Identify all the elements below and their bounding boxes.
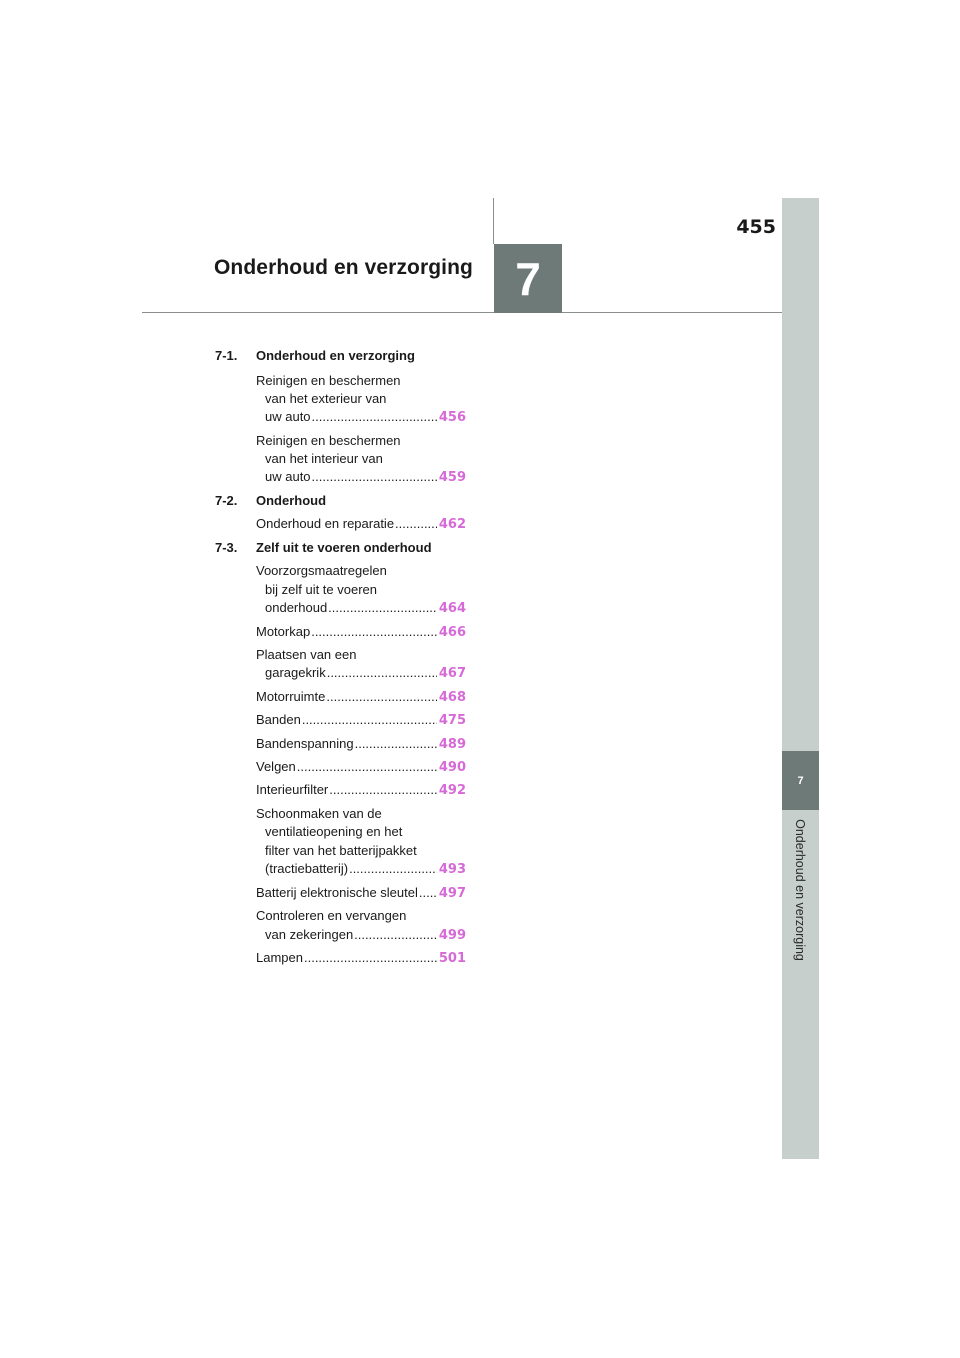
section-number: 7-2.	[215, 493, 238, 508]
toc-entry-banden[interactable]	[256, 712, 466, 728]
toc-entry-line: van het exterieur van	[265, 391, 387, 406]
toc-entry-line: Motorruimte	[256, 689, 326, 704]
toc-entry-line: Reinigen en beschermen	[256, 433, 401, 448]
toc-entry-line: Velgen	[256, 759, 296, 774]
toc-entry-zekeringen[interactable]	[265, 927, 466, 943]
dot-leader	[302, 712, 437, 727]
chapter-number-box: 7	[494, 244, 562, 313]
side-tab-chapter-marker[interactable]: 7	[782, 751, 819, 810]
toc-entry-motorkap[interactable]	[256, 624, 466, 640]
vertical-rule	[493, 198, 494, 244]
section-title: Onderhoud	[256, 493, 327, 508]
section-title: Onderhoud en verzorging	[256, 348, 415, 363]
page-link[interactable]: 501	[438, 951, 466, 966]
toc-entry-line: Onderhoud en reparatie	[256, 516, 395, 531]
section-number: 7-3.	[215, 540, 238, 555]
toc-entry-line: Batterij elektronische sleutel	[256, 885, 418, 900]
toc-entry-line: onderhoud	[265, 600, 328, 615]
toc-entry-line: Interieurfilter	[256, 782, 329, 797]
toc-section-7-1[interactable]	[215, 348, 415, 363]
dot-leader	[329, 782, 437, 797]
toc-entry-line: Lampen	[256, 950, 303, 965]
page-link[interactable]: 493	[438, 862, 466, 877]
page-link[interactable]: 464	[438, 601, 466, 616]
page-link[interactable]: 489	[438, 737, 466, 752]
dot-leader	[354, 927, 437, 942]
toc-entry-exterieur[interactable]	[265, 409, 466, 425]
toc-entry-onderhoud-reparatie[interactable]	[256, 516, 466, 532]
toc-entry-line: van het interieur van	[265, 451, 383, 466]
chapter-title: Onderhoud en verzorging	[214, 256, 473, 279]
dot-leader	[395, 516, 437, 531]
toc-entry-line: Reinigen en beschermen	[256, 373, 401, 388]
page-link[interactable]: 499	[438, 928, 466, 943]
toc-entry-line: Bandenspanning	[256, 736, 354, 751]
dot-leader	[355, 736, 437, 751]
page-link[interactable]: 466	[438, 625, 466, 640]
dot-leader	[312, 469, 437, 484]
dot-leader	[311, 624, 437, 639]
toc-section-7-2[interactable]	[215, 493, 326, 508]
toc-entry-velgen[interactable]	[256, 759, 466, 775]
toc-entry-line: uw auto	[265, 409, 311, 424]
toc-entry-interieur[interactable]	[265, 469, 466, 485]
page-link[interactable]: 497	[438, 886, 466, 901]
page-link[interactable]: 490	[438, 760, 466, 775]
toc-entry-line: ventilatieopening en het	[265, 824, 403, 839]
toc-entry-batterij-sleutel[interactable]	[256, 885, 466, 901]
page-link[interactable]: 467	[438, 666, 466, 681]
toc-entry-line: Schoonmaken van de	[256, 806, 382, 821]
toc-entry-bandenspanning[interactable]	[256, 736, 466, 752]
dot-leader	[326, 689, 437, 704]
page-link[interactable]: 462	[438, 517, 466, 532]
page-link[interactable]: 459	[438, 470, 466, 485]
dot-leader	[327, 665, 437, 680]
dot-leader	[349, 861, 437, 876]
toc-entry-line: Banden	[256, 712, 301, 727]
toc-entry-interieurfilter[interactable]	[256, 782, 466, 798]
section-title: Zelf uit te voeren onderhoud	[256, 540, 432, 555]
page-link[interactable]: 492	[438, 783, 466, 798]
toc-entry-line: bij zelf uit te voeren	[265, 582, 378, 597]
toc-entry-motorruimte[interactable]	[256, 689, 466, 705]
dot-leader	[328, 600, 437, 615]
page-link[interactable]: 475	[438, 713, 466, 728]
toc-entry-garagekrik[interactable]	[265, 665, 466, 681]
toc-entry-line: uw auto	[265, 469, 311, 484]
toc-entry-line: garagekrik	[265, 665, 326, 680]
toc-entry-voorzorgsmaatregelen[interactable]	[265, 600, 466, 616]
toc-entry-line: Plaatsen van een	[256, 647, 357, 662]
toc-entry-line: Voorzorgsmaatregelen	[256, 563, 387, 578]
toc-entry-line: (tractiebatterij)	[265, 861, 349, 876]
toc-section-7-3[interactable]	[215, 540, 432, 555]
toc-entry-ventilatieopening[interactable]	[265, 861, 466, 877]
side-tab	[782, 198, 819, 1159]
toc-entry-lampen[interactable]	[256, 950, 466, 966]
header-rule	[142, 312, 783, 313]
dot-leader	[304, 950, 437, 965]
dot-leader	[297, 759, 437, 774]
side-tab-label: Onderhoud en verzorging	[793, 819, 807, 961]
toc-entry-line: filter van het batterijpakket	[265, 843, 417, 858]
dot-leader	[419, 885, 437, 900]
section-number: 7-1.	[215, 348, 238, 363]
page-number: 455	[736, 216, 776, 238]
toc-entry-line: Motorkap	[256, 624, 311, 639]
page-link[interactable]: 456	[438, 410, 466, 425]
page-link[interactable]: 468	[438, 690, 466, 705]
toc-entry-line: van zekeringen	[265, 927, 354, 942]
toc-entry-line: Controleren en vervangen	[256, 908, 407, 923]
dot-leader	[312, 409, 437, 424]
